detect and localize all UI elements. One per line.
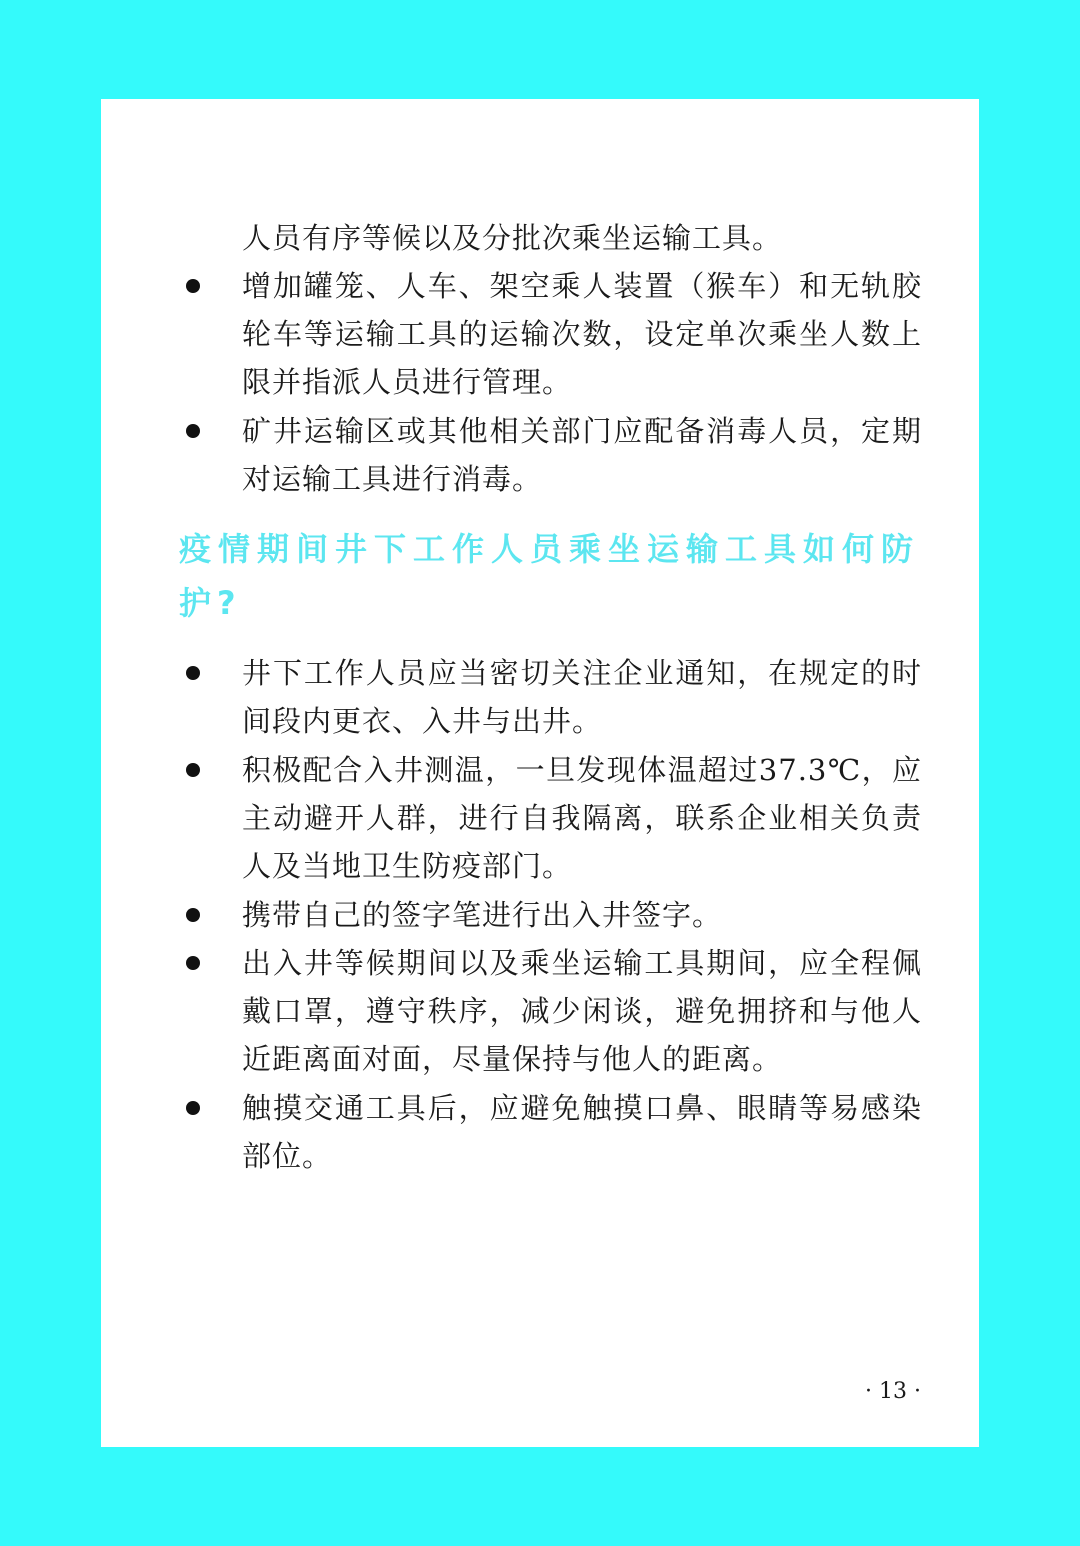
bullet-dot [186, 956, 200, 970]
bullet-dot [186, 666, 200, 680]
section-heading: 疫情期间井下工作人员乘坐运输工具如何防护? [179, 530, 919, 622]
bullet-dot [186, 279, 200, 293]
list-item: 触摸交通工具后，应避免触摸口鼻、眼睛等易感染部位。 [242, 1091, 922, 1173]
list-item: 井下工作人员应当密切关注企业通知，在规定的时间段内更衣、入井与出井。 [242, 656, 922, 738]
list-item: 出入井等候期间以及乘坐运输工具期间，应全程佩戴口罩，遵守秩序，减少闲谈，避免拥挤和与他人近距离面对面，尽量保持与他人的距离。 [242, 946, 922, 1076]
list-item: 积极配合入井测温，一旦发现体温超过37.3℃，应主动避开人群，进行自我隔离，联系企业相关负责人及当地卫生防疫部门。 [242, 753, 922, 883]
page-number: · 13 · [865, 1379, 921, 1404]
bullet-dot [186, 1101, 200, 1115]
document-page [101, 99, 979, 1447]
list-item: 矿井运输区或其他相关部门应配备消毒人员，定期对运输工具进行消毒。 [242, 414, 922, 496]
continuation-paragraph: 人员有序等候以及分批次乘坐运输工具。 [242, 221, 783, 255]
bullet-dot [186, 763, 200, 777]
bullet-dot [186, 424, 200, 438]
list-item: 携带自己的签字笔进行出入井签字。 [242, 898, 723, 932]
bullet-dot [186, 908, 200, 922]
list-item: 增加罐笼、人车、架空乘人装置（猴车）和无轨胶轮车等运输工具的运输次数，设定单次乘坐人数上限并指派人员进行管理。 [242, 269, 922, 399]
